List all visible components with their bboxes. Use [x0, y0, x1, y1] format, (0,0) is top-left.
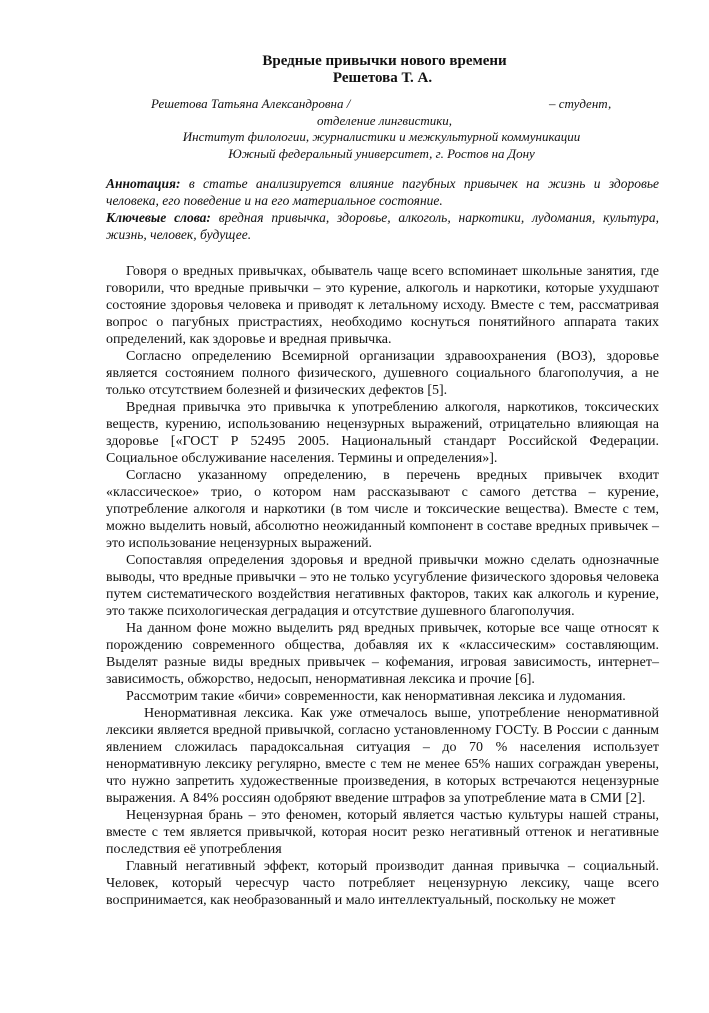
- author-role: – студент,: [549, 96, 612, 111]
- paper-title: Вредные привычки нового времени: [262, 53, 507, 69]
- keywords-label: Ключевые слова:: [106, 210, 211, 225]
- abstract: [106, 175, 659, 209]
- section-gap: [106, 243, 659, 263]
- keywords: [106, 209, 659, 243]
- paragraph: Главный негативный эффект, который производит данная привычка – социальный. Человек, который чересчур часто потребляет нецензурную лексику, чаще всего воспринимается, как необразованный и мало интеллектуальный, поскольку не может: [106, 859, 659, 908]
- paragraph: Нецензурная брань – это феномен, который является частью культуры нашей страны, вместе с тем является привычкой, которая носит резко негативный оттенок и негативные последствия её употребления: [106, 808, 659, 857]
- author-institute: Институт филологии, журналистики и межкультурной коммуникации: [182, 129, 581, 144]
- paragraph: Ненормативная лексика. Как уже отмечалось выше, употребление ненормативной лексики является вредной привычкой, согласно установленному ГОСТу. В России с данным явлением сложилась парадоксальная ситуация – до 70 % населения использует ненормативную лексику регулярно, вместе с тем не менее 65% наших сограждан уверены, что нужно запретить художественные произведения, в которых встречаются нецензурные выражения. А 84% россиян одобряют введение штрафов за употребление мата в СМИ [2].: [106, 706, 659, 806]
- paragraph: Согласно определению Всемирной организации здравоохранения (ВОЗ), здоровье является состоянием полного физического, душевного социального благополучия, а не только отсутствием болезней и физических дефектов [5].: [106, 349, 659, 398]
- paragraph: Согласно указанному определению, в перечень вредных привычек входит «классическое» трио, о котором нам рассказывают с самого детства – курение, употребление алкоголя и наркотики (в том числе и токсические вещества). Вместе с тем, можно выделить новый, абсолютно неожиданный компонент в составе вредных привычек – это использование нецензурных выражений.: [106, 468, 659, 551]
- paper-body: [106, 175, 659, 909]
- paragraph: Сопоставляя определения здоровья и вредной привычки можно сделать однозначные выводы, что вредные привычки – это не только усугубление физического здоровья человека путем систематического воздействия негативных факторов, таких как алкоголь и курение, это также психологическая деградация и отсутствие душевного благополучия.: [106, 553, 659, 619]
- keywords-text: вредная привычка, здоровье, алкоголь, наркотики, лудомания, культура, жизнь, человек, будущее.: [106, 210, 659, 242]
- author-fullname: Решетова Татьяна Александровна /: [151, 96, 351, 111]
- paper-author: Решетова Т. А.: [332, 70, 433, 86]
- paragraph: Вредная привычка это привычка к употреблению алкоголя, наркотиков, токсических веществ, курению, использованию нецензурных выражений, отрицательно влияющая на здоровье [«ГОСТ Р 52495 2005. Национальный стандарт Российской Федерации. Социальное обслуживание населения. Термины и определения»].: [106, 400, 659, 466]
- author-university: Южный федеральный университет, г. Ростов на Дону: [228, 146, 535, 161]
- abstract-label: Аннотация:: [106, 176, 181, 191]
- paragraph: Говоря о вредных привычках, обыватель чаще всего вспоминает школьные занятия, где говорили, что вредные привычки – это курение, алкоголь и наркотики, которые ухудшают состояние здоровья человека и приводят к летальному исходу. Вместе с тем, рассматривая вопрос о пагубных пристрастиях, необходимо коснуться понятийного аппарата таких определений, как здоровье и вредная привычка.: [106, 264, 659, 347]
- abstract-text: в статье анализируется влияние пагубных привычек на жизнь и здоровье человека, его поведение и на его материальное состояние.: [106, 176, 659, 208]
- paragraph: Рассмотрим такие «бичи» современности, как ненормативная лексика и лудомания.: [126, 689, 626, 704]
- paragraph: На данном фоне можно выделить ряд вредных привычек, которые все чаще относят к порождению современного общества, добавляя их к «классическим» составляющим. Выделят разные виды вредных привычек – кофемания, игровая зависимость, интернет–зависимость, обжорство, недосып, ненормативная лексика и прочие [6].: [106, 621, 659, 687]
- author-department: отделение лингвистики,: [316, 113, 453, 128]
